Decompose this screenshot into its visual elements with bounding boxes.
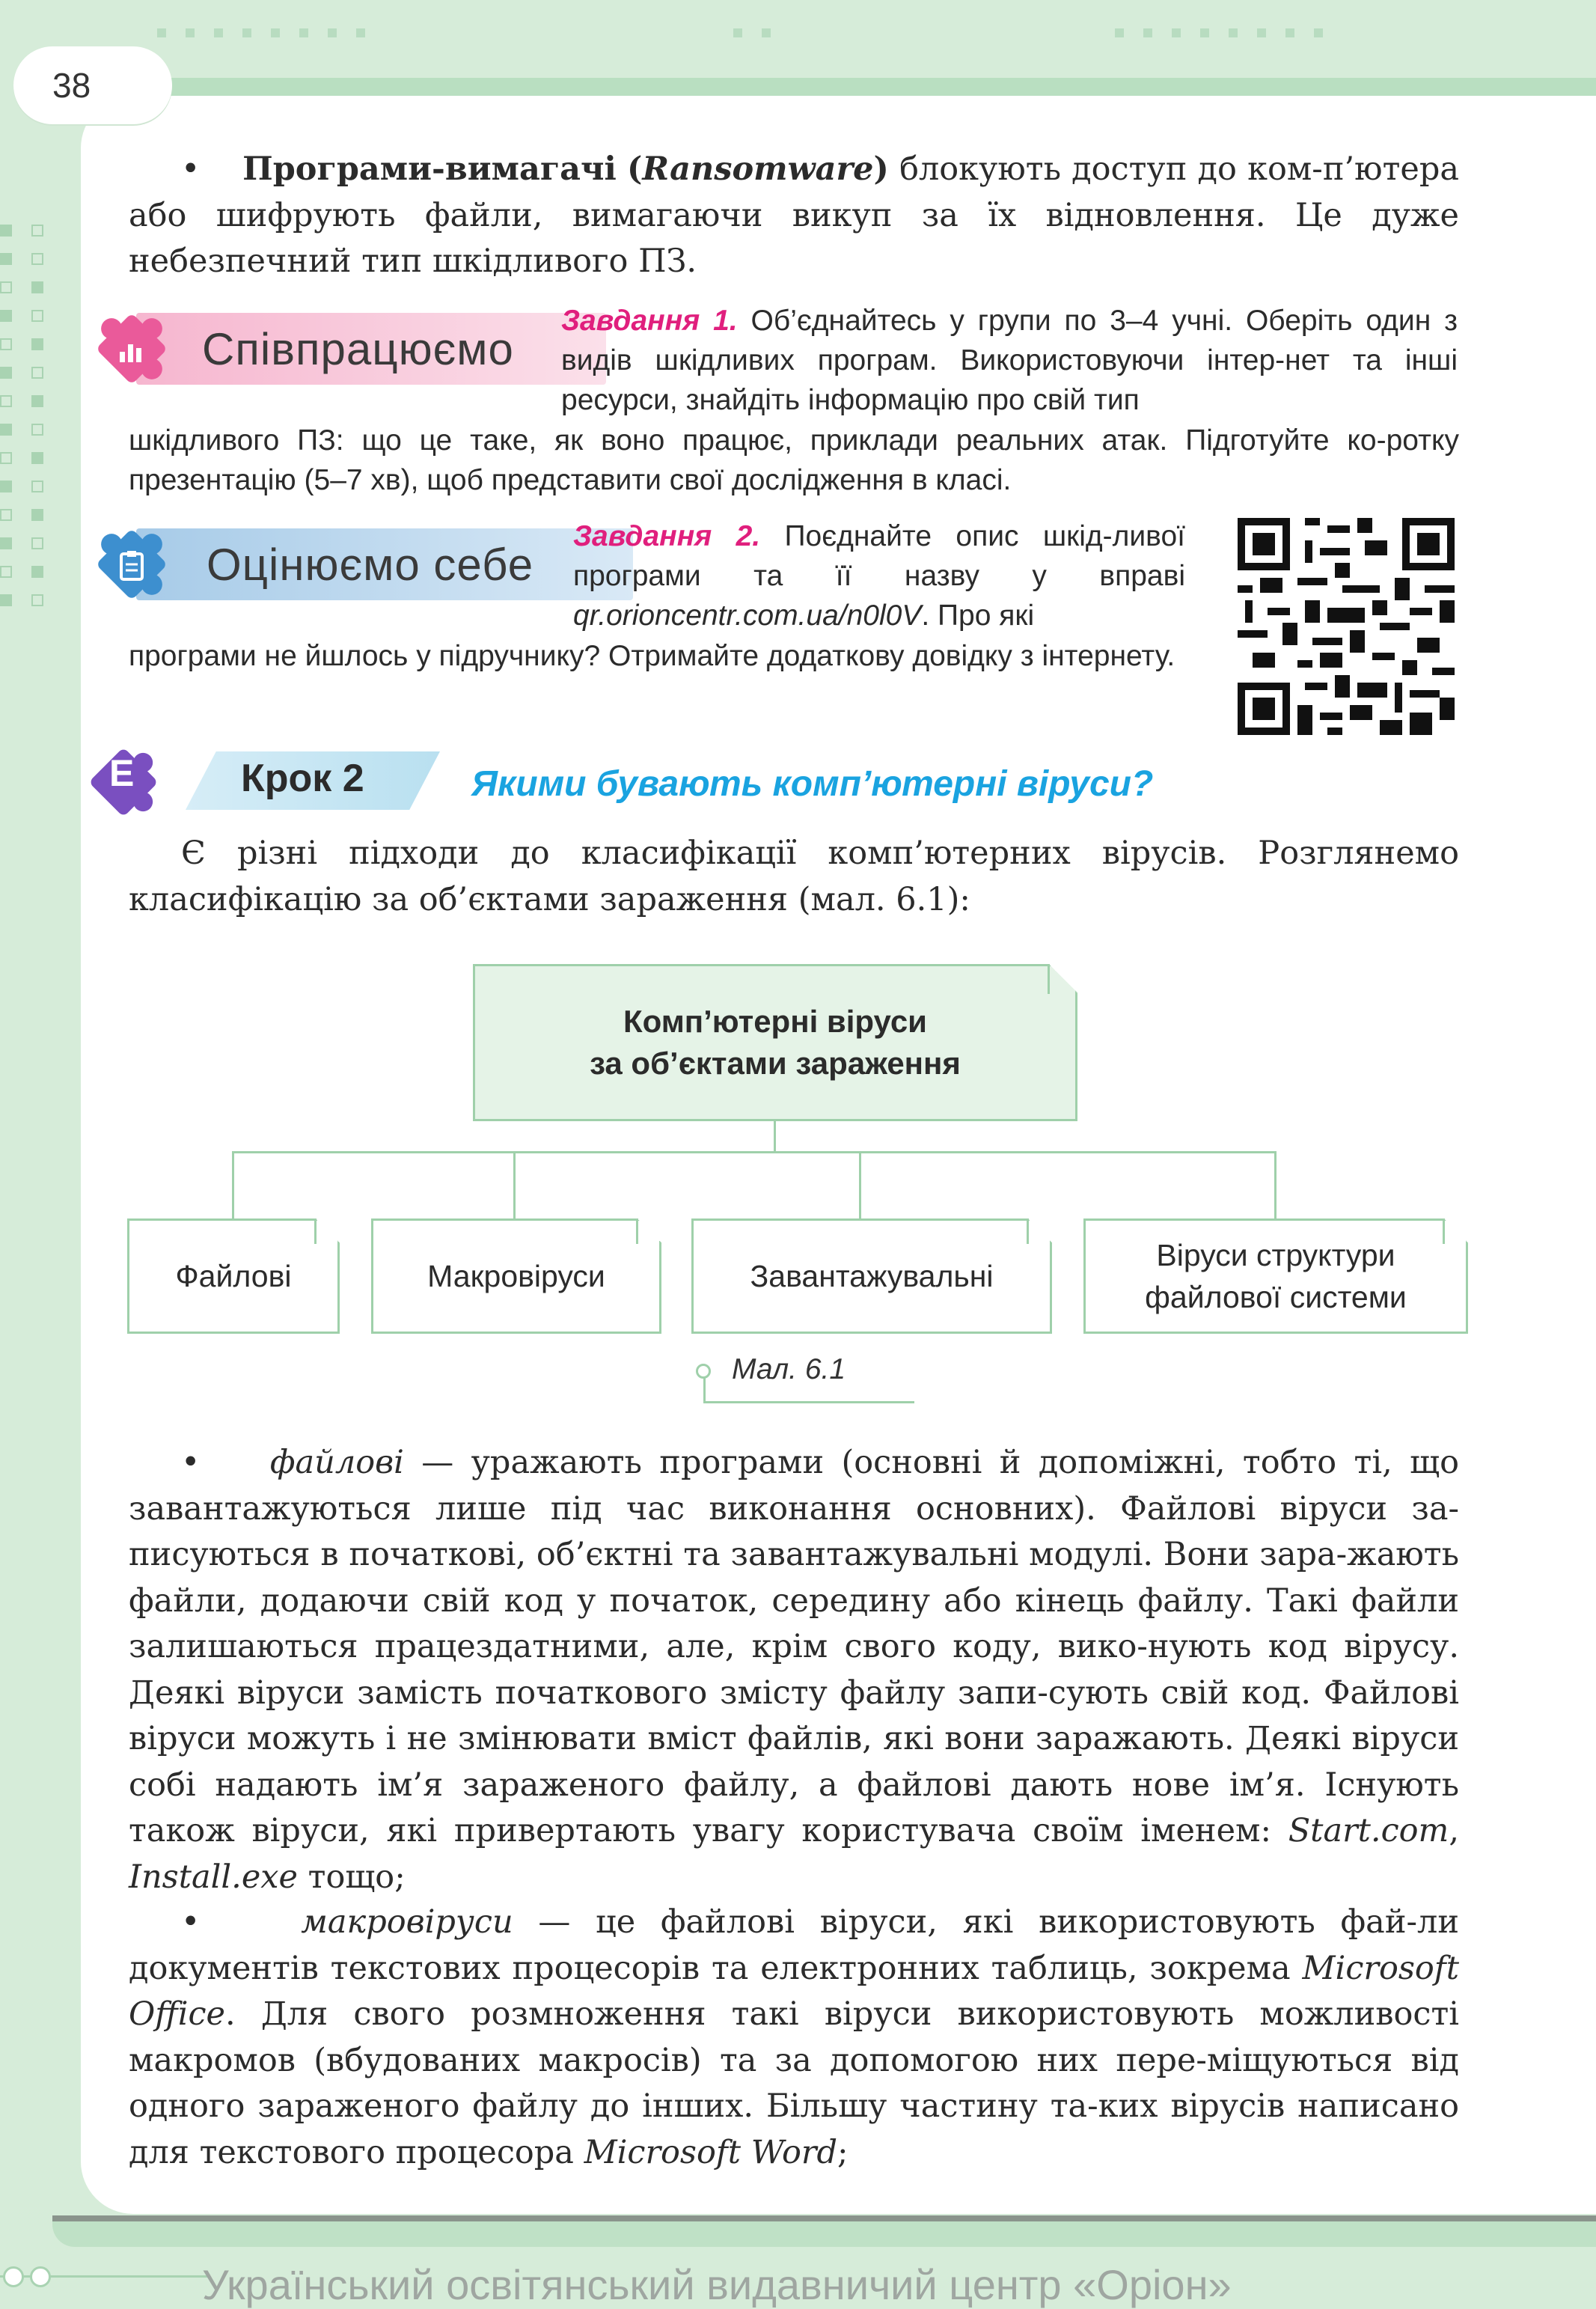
cooperate-badge-label: Співпрацюємо [202,323,514,374]
puzzle-chart-icon [84,301,180,397]
intro-paragraph: • Програми-вимагачі (Ransomware) блокують доступ до ком-п’ютера або шифрують файли, вимагаючи викуп за їх відновлення. Це дуже небезпечний тип шкідливого ПЗ. [129,150,1459,280]
diagram-node-file: Файлові [127,1218,340,1334]
top-dots-decoration-2 [733,28,771,43]
qr-code-icon[interactable] [1236,518,1456,735]
bullet: • [181,150,201,188]
term-file-viruses: файлові [269,1444,404,1481]
term-ransomware: Програми-вимагачі [242,150,617,188]
caption-pin-icon [696,1364,711,1379]
diagram-connector-4 [1274,1151,1277,1220]
footer-publisher: Український освітянський видавничий центр «Оріон» [202,2261,1232,2308]
diagram-connector-2 [513,1151,516,1220]
diagram-node-macro: Макровіруси [371,1218,661,1334]
diagram-connector-horizontal [232,1151,1277,1153]
task2-text-cont: програми не йшлось у підручнику? Отримайте додаткову довідку з інтернету. [129,640,1175,672]
term-macro-viruses: макровіруси [301,1903,513,1941]
caption-line [703,1401,914,1403]
step-marker-letter: E [109,752,135,794]
diagram-connector-root [774,1121,776,1153]
self-assess-badge [84,528,548,600]
caption-stem [703,1377,706,1403]
task1-label: Завдання 1. [561,305,738,337]
figure-caption: Мал. 6.1 [732,1353,846,1385]
task1-text-cont: шкідливого ПЗ: що це таке, як воно працює, приклади реальних атак. Підготуйте ко-ротку презентацію (5–7 хв), щоб представити свої дослідження в класі. [129,424,1459,496]
side-squares-decoration [0,225,45,606]
diagram-root-line2: за об’єктами зараження [590,1046,961,1081]
page-number: 38 [13,46,172,124]
footer-circle-icon-2 [30,2266,51,2287]
top-dots-decoration-3 [1115,28,1323,43]
diagram-connector-1 [232,1151,234,1220]
step-label: Крок 2 [241,757,364,800]
bottom-band [52,2221,1596,2247]
term-ransomware-en: Ransomware [642,150,874,188]
intro-text: блокують доступ до ком-п’ютера або шифрують файли, вимагаючи викуп за їх відновлення. Це дуже небезпечний тип шкідливого ПЗ. [129,150,1459,280]
self-assess-badge-label: Оцінюємо себе [207,539,534,590]
task2-text: Завдання 2. Поєднайте опис шкід-ливої програми та її назву у вправі qr.orioncentr.com.ua/n0l0V. Про які [573,520,1185,632]
body-paragraph-macro-viruses: • макровіруси — це файлові віруси, які використовують фай-ли документів текстових процесорів та електронних таблиць, зокрема Microsoft Office. Для свого розмноження такі віруси використовують можливості макромов (вбудованих макросів) та за допомогою них пере-міщуються від одного зараженого файлу до інших. Більшу частину та-ких вірусів написано для текстового процесора Microsoft Word; [129,1903,1459,2171]
diagram-root-node [473,964,1077,1121]
step-question: Якими бувають комп’ютерні віруси? [471,764,1154,804]
body-paragraph-file-viruses: • файлові — уражають програми (основні й допоміжні, тобто ті, що завантажуються лише під час виконання основних). Файлові віруси за-писуються в початкові, об’єктні та завантажувальні модулі. Вони зара-жають файли, додаючи свій код у початок, середину або кінець файлу. Такі файли залишаються працездатними, але, крім свого коду, вико-нують код вірусу. Деякі віруси замість початкового змісту файлу запи-сують свій код. Файлові віруси можуть і не змінювати вміст файлів, які вони заражають. Деякі віруси собі надають ім’я зараженого файлу, а файлові дають нове ім’я. Існують також віруси, які привертають увагу користувача своїм іменем: Start.com, Install.exe тощо; [129,1444,1459,1896]
puzzle-clipboard-icon [84,516,180,612]
task1-text: Завдання 1. Об’єднайтесь у групи по 3–4 учні. Оберіть один з видів шкідливих програм. Використовуючи інтер-нет та інші ресурси, знайдіть інформацію про свій тип [561,305,1458,416]
diagram-node-filesystem: Віруси структури файлової системи [1083,1218,1468,1334]
footer-circle-icon [3,2266,24,2287]
diagram-connector-3 [859,1151,861,1220]
diagram-root-line1: Комп’ютерні віруси [623,1004,928,1039]
exercise-link[interactable]: qr.orioncentr.com.ua/n0l0V [573,600,922,632]
top-dots-decoration [157,28,365,43]
step-intro-paragraph: Є різні підходи до класифікації комп’ютерних вірусів. Розглянемо класифікацію за об’єктами зараження (мал. 6.1): [129,835,1459,918]
diagram-node-boot: Завантажувальні [691,1218,1052,1334]
cooperate-badge [84,313,533,385]
task2-label: Завдання 2. [573,520,761,552]
